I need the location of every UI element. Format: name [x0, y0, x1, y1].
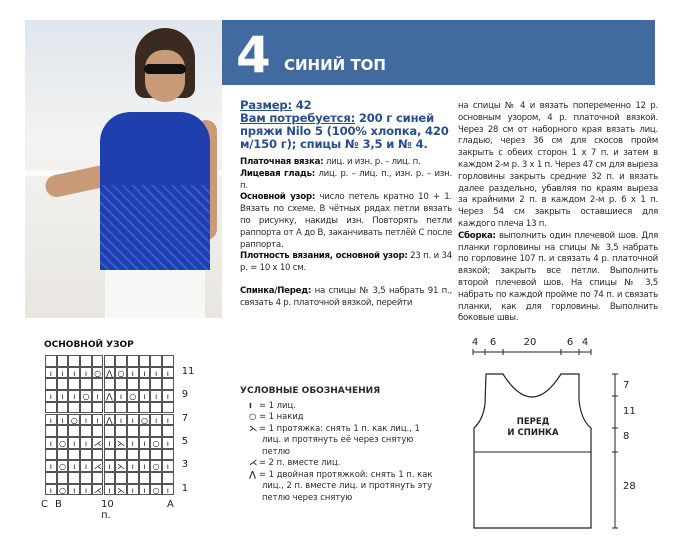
- chart-cell: [104, 355, 116, 367]
- chart-cell: [115, 378, 127, 390]
- chart-cell: ı: [68, 367, 80, 379]
- chart-cell: ı: [80, 437, 92, 449]
- chart-cell: ı: [45, 460, 57, 472]
- chart-cell: ı: [115, 390, 127, 402]
- legend-symbol-icon: ı: [249, 399, 252, 410]
- chart-cell: ı: [162, 484, 174, 496]
- assembly-text: выполнить один плечевой шов. Для планки горловины на спицы № 3,5 набрать по горловине 107 п. и связать 4 р. платочной вязкой; закрыть все петли. Выполнить второй плечевой шов. На спицы № 3,5 набрать по каждой пройме по 74 п. и связать планки, как для горловины. Выполнить боковые швы.: [458, 230, 658, 324]
- legend-text: = 1 двойная протяжкой: снять 1 п. как лиц., 2 п. вместе лиц. и протянуть эту петлю через снятую: [259, 468, 433, 502]
- chart-cell: ○: [80, 390, 92, 402]
- chart-cell: ı: [162, 460, 174, 472]
- paragraph-label: Лицевая гладь:: [240, 168, 315, 179]
- chart-cell: ○: [92, 367, 104, 379]
- chart-row-label: 11: [181, 365, 195, 377]
- chart-cell: [115, 472, 127, 484]
- chart-cell: ⋀: [104, 367, 116, 379]
- chart-cell: ı: [45, 484, 57, 496]
- chart-cell: [115, 425, 127, 437]
- dim-side-2: 11: [623, 406, 636, 417]
- dim-side-1: 7: [623, 380, 630, 391]
- chart-cell: [127, 378, 139, 390]
- chart-cell: ı: [80, 460, 92, 472]
- paragraph: [240, 251, 452, 275]
- chart-cell: [162, 355, 174, 367]
- chart-cell: [80, 425, 92, 437]
- chart-cell: [80, 402, 92, 414]
- chart-cell: [45, 425, 57, 437]
- size-value: 42: [291, 98, 312, 112]
- legend-title: УСЛОВНЫЕ ОБОЗНАЧЕНИЯ: [240, 386, 381, 396]
- dim-side-4: 28: [623, 481, 636, 492]
- materials-value: 200 г синей пряжи Nilo 5 (100% хлопка, 420 м/150 г); спицы № 3,5 и № 4.: [240, 111, 449, 151]
- chart-cell: ı: [68, 390, 80, 402]
- chart-cell: ○: [150, 460, 162, 472]
- chart-cell: ı: [127, 437, 139, 449]
- chart-cell: [162, 449, 174, 461]
- chart-bottom-label-b: В: [55, 499, 62, 511]
- chart-row-label: 1: [181, 482, 189, 494]
- paragraph: [240, 169, 452, 193]
- garment-schematic: [455, 330, 655, 540]
- chart-bottom-label-a: А: [167, 499, 174, 511]
- chart-title: ОСНОВНОЙ УЗОР: [44, 340, 134, 350]
- chart-cell: [92, 378, 104, 390]
- chart-cell: [127, 425, 139, 437]
- chart-cell: ı: [127, 414, 139, 426]
- instructions-column-1: [240, 99, 452, 310]
- chart-cell: ı: [57, 367, 69, 379]
- chart-cell: [45, 449, 57, 461]
- chart-cell: [45, 402, 57, 414]
- model-photo: [25, 20, 222, 318]
- legend-item: [240, 423, 440, 458]
- dim-top-3: 20: [523, 337, 537, 348]
- chart-cell: [139, 378, 151, 390]
- legend-text: = 1 накид: [259, 411, 304, 421]
- chart-cell: [80, 472, 92, 484]
- legend-symbol-icon: ⋋: [249, 422, 258, 433]
- chart-cell: [150, 402, 162, 414]
- dim-side-3: 8: [623, 431, 630, 442]
- chart-cell: ı: [139, 484, 151, 496]
- chart-cell: ○: [127, 390, 139, 402]
- chart-cell: [139, 449, 151, 461]
- chart-cell: ⋌: [93, 485, 102, 495]
- chart-cell: ı: [57, 390, 69, 402]
- chart-row-label: 9: [181, 389, 189, 401]
- chart-cell: ı: [162, 390, 174, 402]
- chart-cell: [127, 402, 139, 414]
- chart-cell: ○: [68, 414, 80, 426]
- chart-cell: ı: [80, 367, 92, 379]
- chart-cell: [104, 378, 116, 390]
- chart-cell: [92, 425, 104, 437]
- paragraph-label: Спинка/Перед:: [240, 285, 312, 296]
- chart-cell: ⋌: [93, 438, 102, 448]
- chart-cell: [104, 472, 116, 484]
- chart-cell: ı: [68, 484, 80, 496]
- legend-item: [240, 411, 440, 423]
- pattern-title: СИНИЙ ТОП: [284, 56, 386, 74]
- materials-label: Вам потребуется:: [240, 111, 356, 125]
- legend-item: [240, 469, 440, 504]
- chart-cell: [162, 402, 174, 414]
- chart-cell: [150, 449, 162, 461]
- sunglasses: [144, 64, 186, 74]
- chart-cell: ı: [45, 367, 57, 379]
- chart-cell: [80, 378, 92, 390]
- chart-bottom-label-repeat: 10 п.: [101, 499, 114, 522]
- chart-cell: ı: [150, 367, 162, 379]
- chart-cell: [45, 355, 57, 367]
- chart-cell: [68, 355, 80, 367]
- chart-cell: ı: [104, 437, 116, 449]
- chart-cell: [139, 402, 151, 414]
- chart-cell: ○: [57, 484, 69, 496]
- chart-cell: ○: [150, 437, 162, 449]
- paragraph-text: 23 п. и 34 р. = 10 х 10 см.: [240, 251, 452, 274]
- chart-cell: ı: [139, 460, 151, 472]
- chart-bottom-label-c: С: [41, 499, 48, 511]
- chart-cell: [104, 402, 116, 414]
- chart-cell: [68, 402, 80, 414]
- chart-cell: [162, 425, 174, 437]
- paragraph: [240, 286, 452, 310]
- chart-cell: [150, 472, 162, 484]
- chart-cell: ⋌: [93, 462, 102, 472]
- legend-text: = 1 лиц.: [259, 399, 296, 410]
- chart-cell: ⋀: [104, 390, 116, 402]
- chart-cell: [162, 378, 174, 390]
- chart-cell: [57, 449, 69, 461]
- chart-cell: [68, 449, 80, 461]
- instructions-column-2: [458, 101, 658, 325]
- schematic-label-2: И СПИНКА: [507, 428, 559, 438]
- chart-cell: ı: [150, 390, 162, 402]
- chart-cell: [139, 355, 151, 367]
- chart-cell: [45, 378, 57, 390]
- chart-cell: [139, 472, 151, 484]
- chart-cell: [150, 355, 162, 367]
- chart-cell: [127, 355, 139, 367]
- chart-cell: [150, 378, 162, 390]
- chart-cell: [92, 355, 104, 367]
- chart-cell: ○: [57, 460, 69, 472]
- chart-cell: [80, 449, 92, 461]
- dim-top-4: 6: [566, 337, 574, 348]
- legend-symbol-icon: ⋀: [249, 468, 257, 479]
- chart-cell: [80, 355, 92, 367]
- chart-cell: ı: [127, 460, 139, 472]
- chart-cell: ı: [115, 414, 127, 426]
- chart-cell: ○: [139, 414, 151, 426]
- chart-cell: ı: [68, 437, 80, 449]
- legend-text: = 1 протяжка: снять 1 п. как лиц., 1 лиц. и протянуть её через снятую петлю: [259, 422, 420, 456]
- chart-cell: ı: [104, 460, 116, 472]
- chart-cell: ı: [68, 460, 80, 472]
- chart-cell: ○: [115, 367, 127, 379]
- chart-cell: ı: [45, 414, 57, 426]
- chart-row-label: 3: [181, 459, 189, 471]
- chart-cell: [92, 472, 104, 484]
- chart-cell: [115, 355, 127, 367]
- legend-symbol-icon: ⋌: [249, 457, 258, 467]
- paragraph-label: Основной узор:: [240, 192, 316, 203]
- chart-row-label: 5: [181, 435, 189, 447]
- chart-cell: [68, 378, 80, 390]
- chart-cell: ı: [80, 414, 92, 426]
- chart-cell: ı: [45, 437, 57, 449]
- paragraph: [240, 192, 452, 251]
- chart-cell: ⋋: [117, 485, 126, 495]
- chart-cell: [104, 449, 116, 461]
- chart-cell: [68, 472, 80, 484]
- chart-cell: [57, 472, 69, 484]
- chart-cell: [127, 449, 139, 461]
- paragraph-text: на спицы № 4 и вязать попеременно 12 р. основным узором, 4 р. платочной вязкой. Через 28 см от наборного края вязать лиц. гладью, через 36 см для скосов пройм закрыть с обеих сторон 1 х 7 п. и затем в каждом 2-м р. 3 х 1 п. Через 47 см для выреза горловины закрыть средние 32 п. и вязать далее раздельно, убавляя по краям выреза за крайними 2 п. в каждом 2-м р. 6 х 1 п. Через 54 см закрыть оставшиеся для каждого плеча 13 п.: [458, 101, 658, 229]
- assembly-label: Сборка:: [458, 230, 496, 241]
- chart-cell: [57, 378, 69, 390]
- paragraph-text: лиц. р. – лиц. п., изн. р. – изн. п.: [240, 168, 452, 191]
- legend-text: = 2 п. вместе лиц.: [259, 457, 341, 467]
- chart-cell: ○: [57, 437, 69, 449]
- legend: [240, 386, 440, 503]
- chart-cell: ı: [162, 437, 174, 449]
- chart-cell: [162, 472, 174, 484]
- chart-cell: [57, 425, 69, 437]
- legend-symbol-icon: ○: [249, 411, 257, 421]
- chart-cell: ı: [92, 390, 104, 402]
- chart-cell: ı: [104, 484, 116, 496]
- paragraph-label: Платочная вязка:: [240, 157, 324, 167]
- chart-cell: [127, 472, 139, 484]
- chart-cell: ı: [92, 414, 104, 426]
- chart-cell: [139, 425, 151, 437]
- chart-cell: ı: [139, 437, 151, 449]
- paragraph-label: Плотность вязания, основной узор:: [240, 251, 408, 262]
- chart-cell: [104, 425, 116, 437]
- chart-cell: ○: [150, 484, 162, 496]
- legend-item: [240, 457, 440, 469]
- chart-cell: [92, 402, 104, 414]
- schematic-label-1: ПЕРЕД: [516, 417, 550, 427]
- chart-cell: ⋀: [104, 414, 116, 426]
- paragraph-text: число петель кратно 10 + 1. Вязать по схеме. В чётных рядах петли вязать по рисунку, накиды изн. Повторять петли раппорта от А до В, заканчивать петлёй С после раппорта.: [240, 192, 452, 250]
- chart-cell: ı: [162, 367, 174, 379]
- legend-item: [240, 400, 440, 412]
- paragraph-text: на спицы № 3,5 набрать 91 п., связать 4 р. платочной вязкой, перейти: [240, 285, 452, 308]
- chart-cell: [150, 425, 162, 437]
- chart-cell: ⋋: [117, 462, 126, 472]
- chart-row-label: 7: [181, 412, 189, 424]
- chart-cell: ı: [80, 484, 92, 496]
- chart-cell: ⋋: [117, 438, 126, 448]
- chart-cell: [57, 402, 69, 414]
- chart-cell: ı: [162, 414, 174, 426]
- chart-cell: ı: [127, 484, 139, 496]
- paragraph: [458, 231, 658, 325]
- chart-cell: [92, 449, 104, 461]
- chart-cell: ı: [127, 367, 139, 379]
- dim-top-1: 4: [471, 337, 479, 348]
- materials-line: [240, 112, 452, 151]
- size-label: Размер:: [240, 98, 292, 112]
- paragraph-text: лиц. и изн. р. – лиц. п.: [323, 157, 421, 167]
- title-banner: [222, 20, 655, 85]
- chart-cell: ı: [150, 414, 162, 426]
- paragraph: [240, 157, 452, 169]
- pattern-number: 4: [236, 26, 271, 84]
- chart-cell: ı: [139, 367, 151, 379]
- chart-cell: ı: [57, 414, 69, 426]
- chart-cell: [115, 402, 127, 414]
- chart-cell: [45, 472, 57, 484]
- chart-cell: [68, 425, 80, 437]
- dim-top-2: 6: [489, 337, 497, 348]
- chart-cell: [115, 449, 127, 461]
- dim-top-5: 4: [581, 337, 589, 348]
- chart-cell: ı: [139, 390, 151, 402]
- chart-cell: [57, 355, 69, 367]
- chart-cell: ı: [45, 390, 57, 402]
